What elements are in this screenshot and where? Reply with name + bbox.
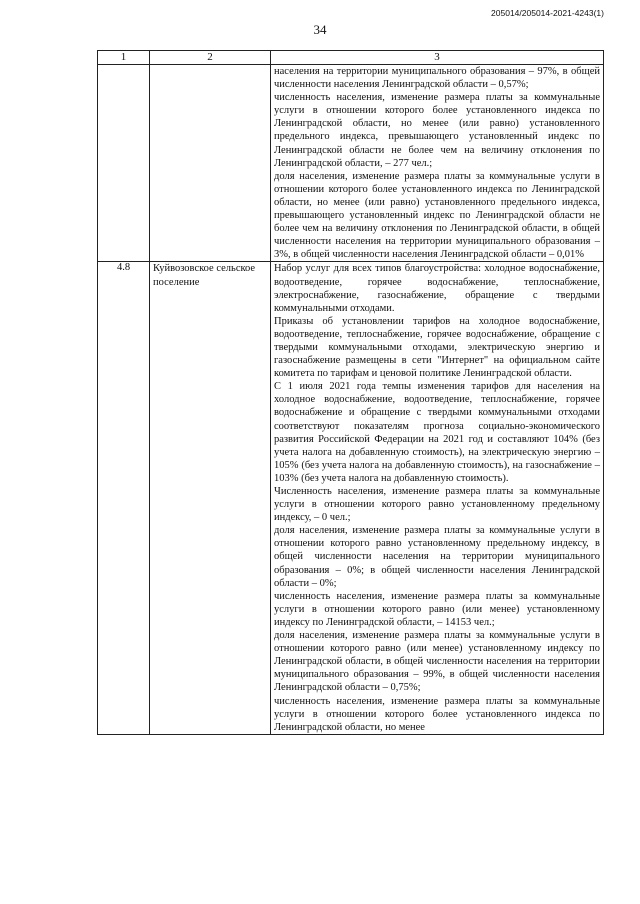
table-row xyxy=(98,65,604,262)
page-number: 34 xyxy=(313,22,327,37)
row-number: 4.8 xyxy=(98,262,150,734)
row-number xyxy=(98,65,150,262)
content-paragraph: численность населения, изменение размера платы за коммунальные услуги в отношении которого более установленного индекса по Ленинградской области, но менее xyxy=(274,695,600,733)
content-paragraph: доля населения, изменение размера платы за коммунальные услуги в отношении которого равно установленному предельному индексу, в общей численности населения на территории муниципального образования – 0%; в общей численности населения Ленинградской области – 0%; xyxy=(274,525,600,589)
column-header-2: 2 xyxy=(150,51,271,65)
table-row xyxy=(98,262,604,734)
document-table xyxy=(97,50,604,735)
content-paragraph: Набор услуг для всех типов благоустройства: холодное водоснабжение, водоотведение, горячее водоснабжение, теплоснабжение, электроснабжение, газоснабжение, обращение с твердыми коммунальными отходами. xyxy=(274,263,600,314)
row-content xyxy=(271,65,604,262)
row-content xyxy=(271,262,604,734)
content-paragraph: населения на территории муниципального образования – 97%, в общей численности населения Ленинградской области – 0,57%; xyxy=(274,66,600,91)
content-paragraph: Численность населения, изменение размера платы за коммунальные услуги в отношении которого равно установленному предельному индексу, – 0 чел.; xyxy=(274,486,600,524)
municipality-name xyxy=(150,65,271,262)
document-code: 205014/205014-2021-4243(1) xyxy=(491,8,604,18)
column-header-1: 1 xyxy=(98,51,150,65)
content-paragraph: численность населения, изменение размера платы за коммунальные услуги в отношении которого более установленного индекса по Ленинградской области, но менее (или равно) установленного предельного индекса, превышающего установленный индекс по Ленинградской области не более чем на величину отклонения по Ленинградской области, – 277 чел.; xyxy=(274,92,600,169)
content-paragraph: С 1 июля 2021 года темпы изменения тарифов для населения на холодное водоснабжение, водоотведение, теплоснабжение, горячее водоснабжение и обращение с твердыми коммунальными отходами соответствуют показателям прогноза социально-экономического развития Российской Федерации на 2021 год и составляют 104% (без учета налога на добавленную стоимость), на электрическую энергию – 105% (без учета налога на добавленную стоимость), на газоснабжение – 103% (без учета налога на добавленную стоимость). xyxy=(274,381,600,484)
column-header-3: 3 xyxy=(271,51,604,65)
content-paragraph: Приказы об установлении тарифов на холодное водоснабжение, водоотведение, теплоснабжение, горячее водоснабжение, обращение с твердыми коммунальными отходами, электрическую энергию и газоснабжение размещены в сети "Интернет" на официальном сайте комитета по тарифам и ценовой политике Ленинградской области. xyxy=(274,315,600,380)
content-paragraph: доля населения, изменение размера платы за коммунальные услуги в отношении которого более установленного индекса по Ленинградской области, но менее (или равно) установленного предельного индекса, превышающего установленный индекс по Ленинградской области не более чем на величину отклонения по Ленинградской области, в общей численности населения на территории муниципального образования – 3%, в общей численности населения Ленинградской области – 0,01% xyxy=(274,170,600,261)
municipality-name: Куйвозовское сельское поселение xyxy=(150,262,271,734)
table-header-row xyxy=(98,51,604,65)
content-paragraph: доля населения, изменение размера платы за коммунальные услуги в отношении которого равно (или менее) установленному индексу по Ленинградской области, в общей численности населения на территории муниципального образования – 99%, в общей численности населения Ленинградской области – 0,75%; xyxy=(274,630,600,694)
content-paragraph: численность населения, изменение размера платы за коммунальные услуги в отношении которого равно (или менее) установленному индексу по Ленинградской области, – 14153 чел.; xyxy=(274,590,600,628)
